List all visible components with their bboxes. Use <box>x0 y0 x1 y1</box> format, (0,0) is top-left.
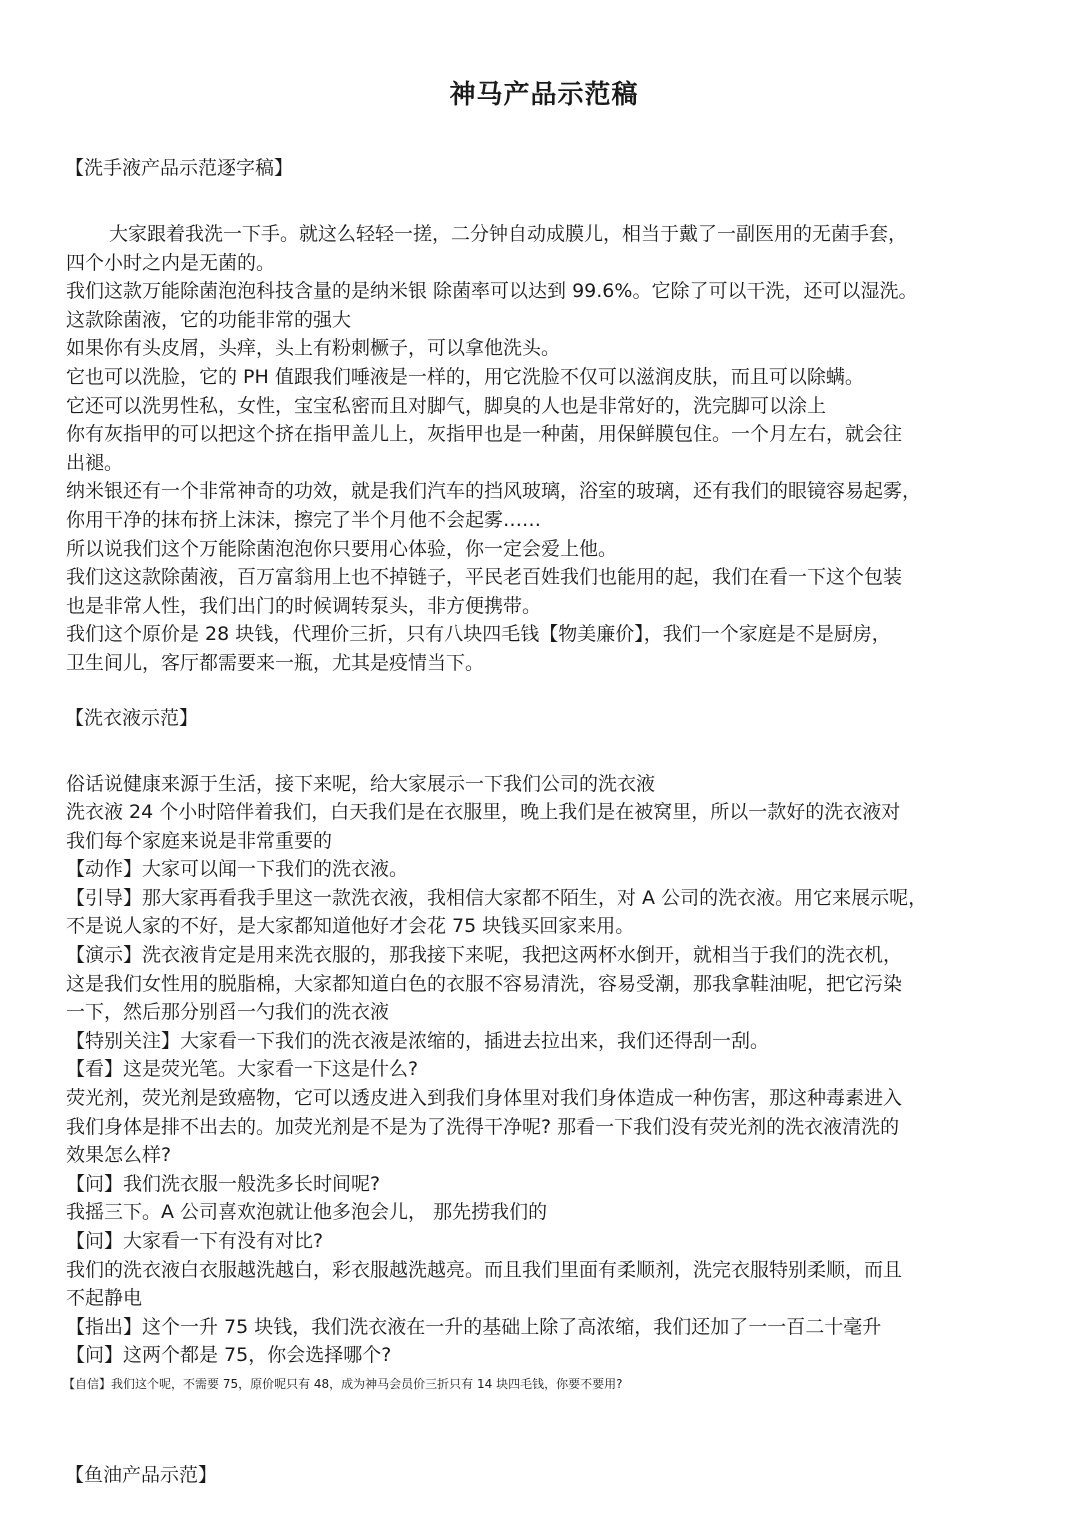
paragraph-line: 这是我们女性用的脱脂棉，大家都知道白色的衣服不容易清洗，容易受潮，那我拿鞋油呢，把它污染 <box>66 972 903 995</box>
paragraph-line: 这款除菌液，它的功能非常的强大 <box>66 308 352 331</box>
paragraph-line: 四个小时之内是无菌的。 <box>66 251 276 274</box>
paragraph-line: 不是说人家的不好，是大家都知道他好才会花 75 块钱买回家来用。 <box>66 915 635 938</box>
paragraph-line: 【特别关注】大家看一下我们的洗衣液是浓缩的，插进去拉出来，我们还得刮一刮。 <box>66 1029 770 1052</box>
paragraph-line: 所以说我们这个万能除菌泡泡你只要用心体验，你一定会爱上他。 <box>66 537 618 560</box>
paragraph-line: 大家跟着我洗一下手。就这么轻轻一搓，二分钟自动成膜儿，相当于戴了一副医用的无菌手套， <box>109 223 908 245</box>
paragraph-line: 如果你有头皮屑，头痒，头上有粉刺橛子，可以拿他洗头。 <box>66 337 561 360</box>
paragraph-line: 【问】这两个都是 75，你会选择哪个? <box>66 1344 392 1367</box>
paragraph-line: 它还可以洗男性私，女性，宝宝私密而且对脚气，脚臭的人也是非常好的，洗完脚可以涂上 <box>66 394 827 417</box>
paragraph-line: 【问】大家看一下有没有对比? <box>66 1230 324 1252</box>
paragraph-line: 【演示】洗衣液肯定是用来洗衣服的，那我接下来呢，我把这两杯水倒开，就相当于我们的洗衣机， <box>66 944 903 967</box>
section-heading-fish-oil: 【鱼油产品示范】 <box>65 1463 218 1486</box>
paragraph-line: 【指出】这个一升 75 块钱，我们洗衣液在一升的基础上除了高浓缩，我们还加了一一百二十毫升 <box>66 1315 882 1338</box>
section-body-laundry <box>63 770 1022 1399</box>
paragraph-line: 不起静电 <box>66 1287 143 1310</box>
paragraph-line: 卫生间儿，客厅都需要来一瓶，尤其是疫情当下。 <box>66 651 485 674</box>
paragraph-line: 【自信】我们这个呢，不需要 75，原价呢只有 48，成为神马会员价三折只有 14 块四毛钱，你要不要用? <box>63 1376 623 1391</box>
paragraph-line: 也是非常人性，我们出门的时候调转泵头，非方便携带。 <box>66 594 542 617</box>
paragraph-line: 【看】这是荧光笔。大家看一下这是什么? <box>66 1058 419 1081</box>
paragraph-line: 出褪。 <box>66 451 124 474</box>
paragraph-line: 它也可以洗脸，它的 PH 值跟我们唾液是一样的，用它洗脸不仅可以滋润皮肤，而且可以除螨。 <box>66 365 864 388</box>
section-heading-laundry: 【洗衣液示范】 <box>65 706 199 729</box>
paragraph-line: 洗衣液 24 个小时陪伴着我们，白天我们是在衣服里，晚上我们是在被窝里，所以一款好的洗衣液对 <box>66 801 901 824</box>
paragraph-line: 我们的洗衣液白衣服越洗越白，彩衣服越洗越亮。而且我们里面有柔顺剂，洗完衣服特别柔顺，而且 <box>66 1258 903 1281</box>
paragraph-line: 荧光剂，荧光剂是致癌物，它可以透皮进入到我们身体里对我们身体造成一种伤害，那这种毒素进入 <box>66 1087 903 1110</box>
paragraph-line: 【动作】大家可以闻一下我们的洗衣液。 <box>66 858 409 881</box>
paragraph-line: 你用干净的抹布挤上沫沫，擦完了半个月他不会起雾…… <box>66 508 542 531</box>
section-body-hand-wash <box>66 220 1022 678</box>
paragraph-line: 我们身体是排不出去的。加荧光剂是不是为了洗得干净呢? 那看一下我们没有荧光剂的洗衣液清洗的 <box>66 1115 900 1138</box>
paragraph-line: 【引导】那大家再看我手里这一款洗衣液，我相信大家都不陌生，对 A 公司的洗衣液。用它来展示呢， <box>66 886 928 909</box>
paragraph-line: 我摇三下。A 公司喜欢泡就让他多泡会儿， 那先捞我们的 <box>66 1201 548 1224</box>
paragraph-line: 纳米银还有一个非常神奇的功效，就是我们汽车的挡风玻璃，浴室的玻璃，还有我们的眼镜容易起雾， <box>66 480 922 503</box>
section-heading-hand-wash: 【洗手液产品示范逐字稿】 <box>65 157 294 179</box>
paragraph-line: 你有灰指甲的可以把这个挤在指甲盖儿上，灰指甲也是一种菌，用保鲜膜包住。一个月左右，就会往 <box>66 423 903 446</box>
paragraph-line: 俗话说健康来源于生活，接下来呢，给大家展示一下我们公司的洗衣液 <box>66 772 656 795</box>
paragraph-line: 我们每个家庭来说是非常重要的 <box>66 829 333 852</box>
paragraph-line: 我们这款万能除菌泡泡科技含量的是纳米银 除菌率可以达到 99.6%。它除了可以干洗，还可以湿洗。 <box>66 280 918 303</box>
paragraph-line: 【问】我们洗衣服一般洗多长时间呢? <box>66 1172 381 1195</box>
paragraph-line: 一下，然后那分别舀一勺我们的洗衣液 <box>66 1001 390 1024</box>
paragraph-line: 我们这个原价是 28 块钱，代理价三折，只有八块四毛钱【物美廉价】，我们一个家庭是不是厨房， <box>66 623 891 646</box>
document-title: 神马产品示范稿 <box>449 80 639 110</box>
paragraph-line: 效果怎么样? <box>66 1144 172 1167</box>
paragraph-line: 我们这这款除菌液，百万富翁用上也不掉链子，平民老百姓我们也能用的起，我们在看一下这个包装 <box>66 566 903 589</box>
